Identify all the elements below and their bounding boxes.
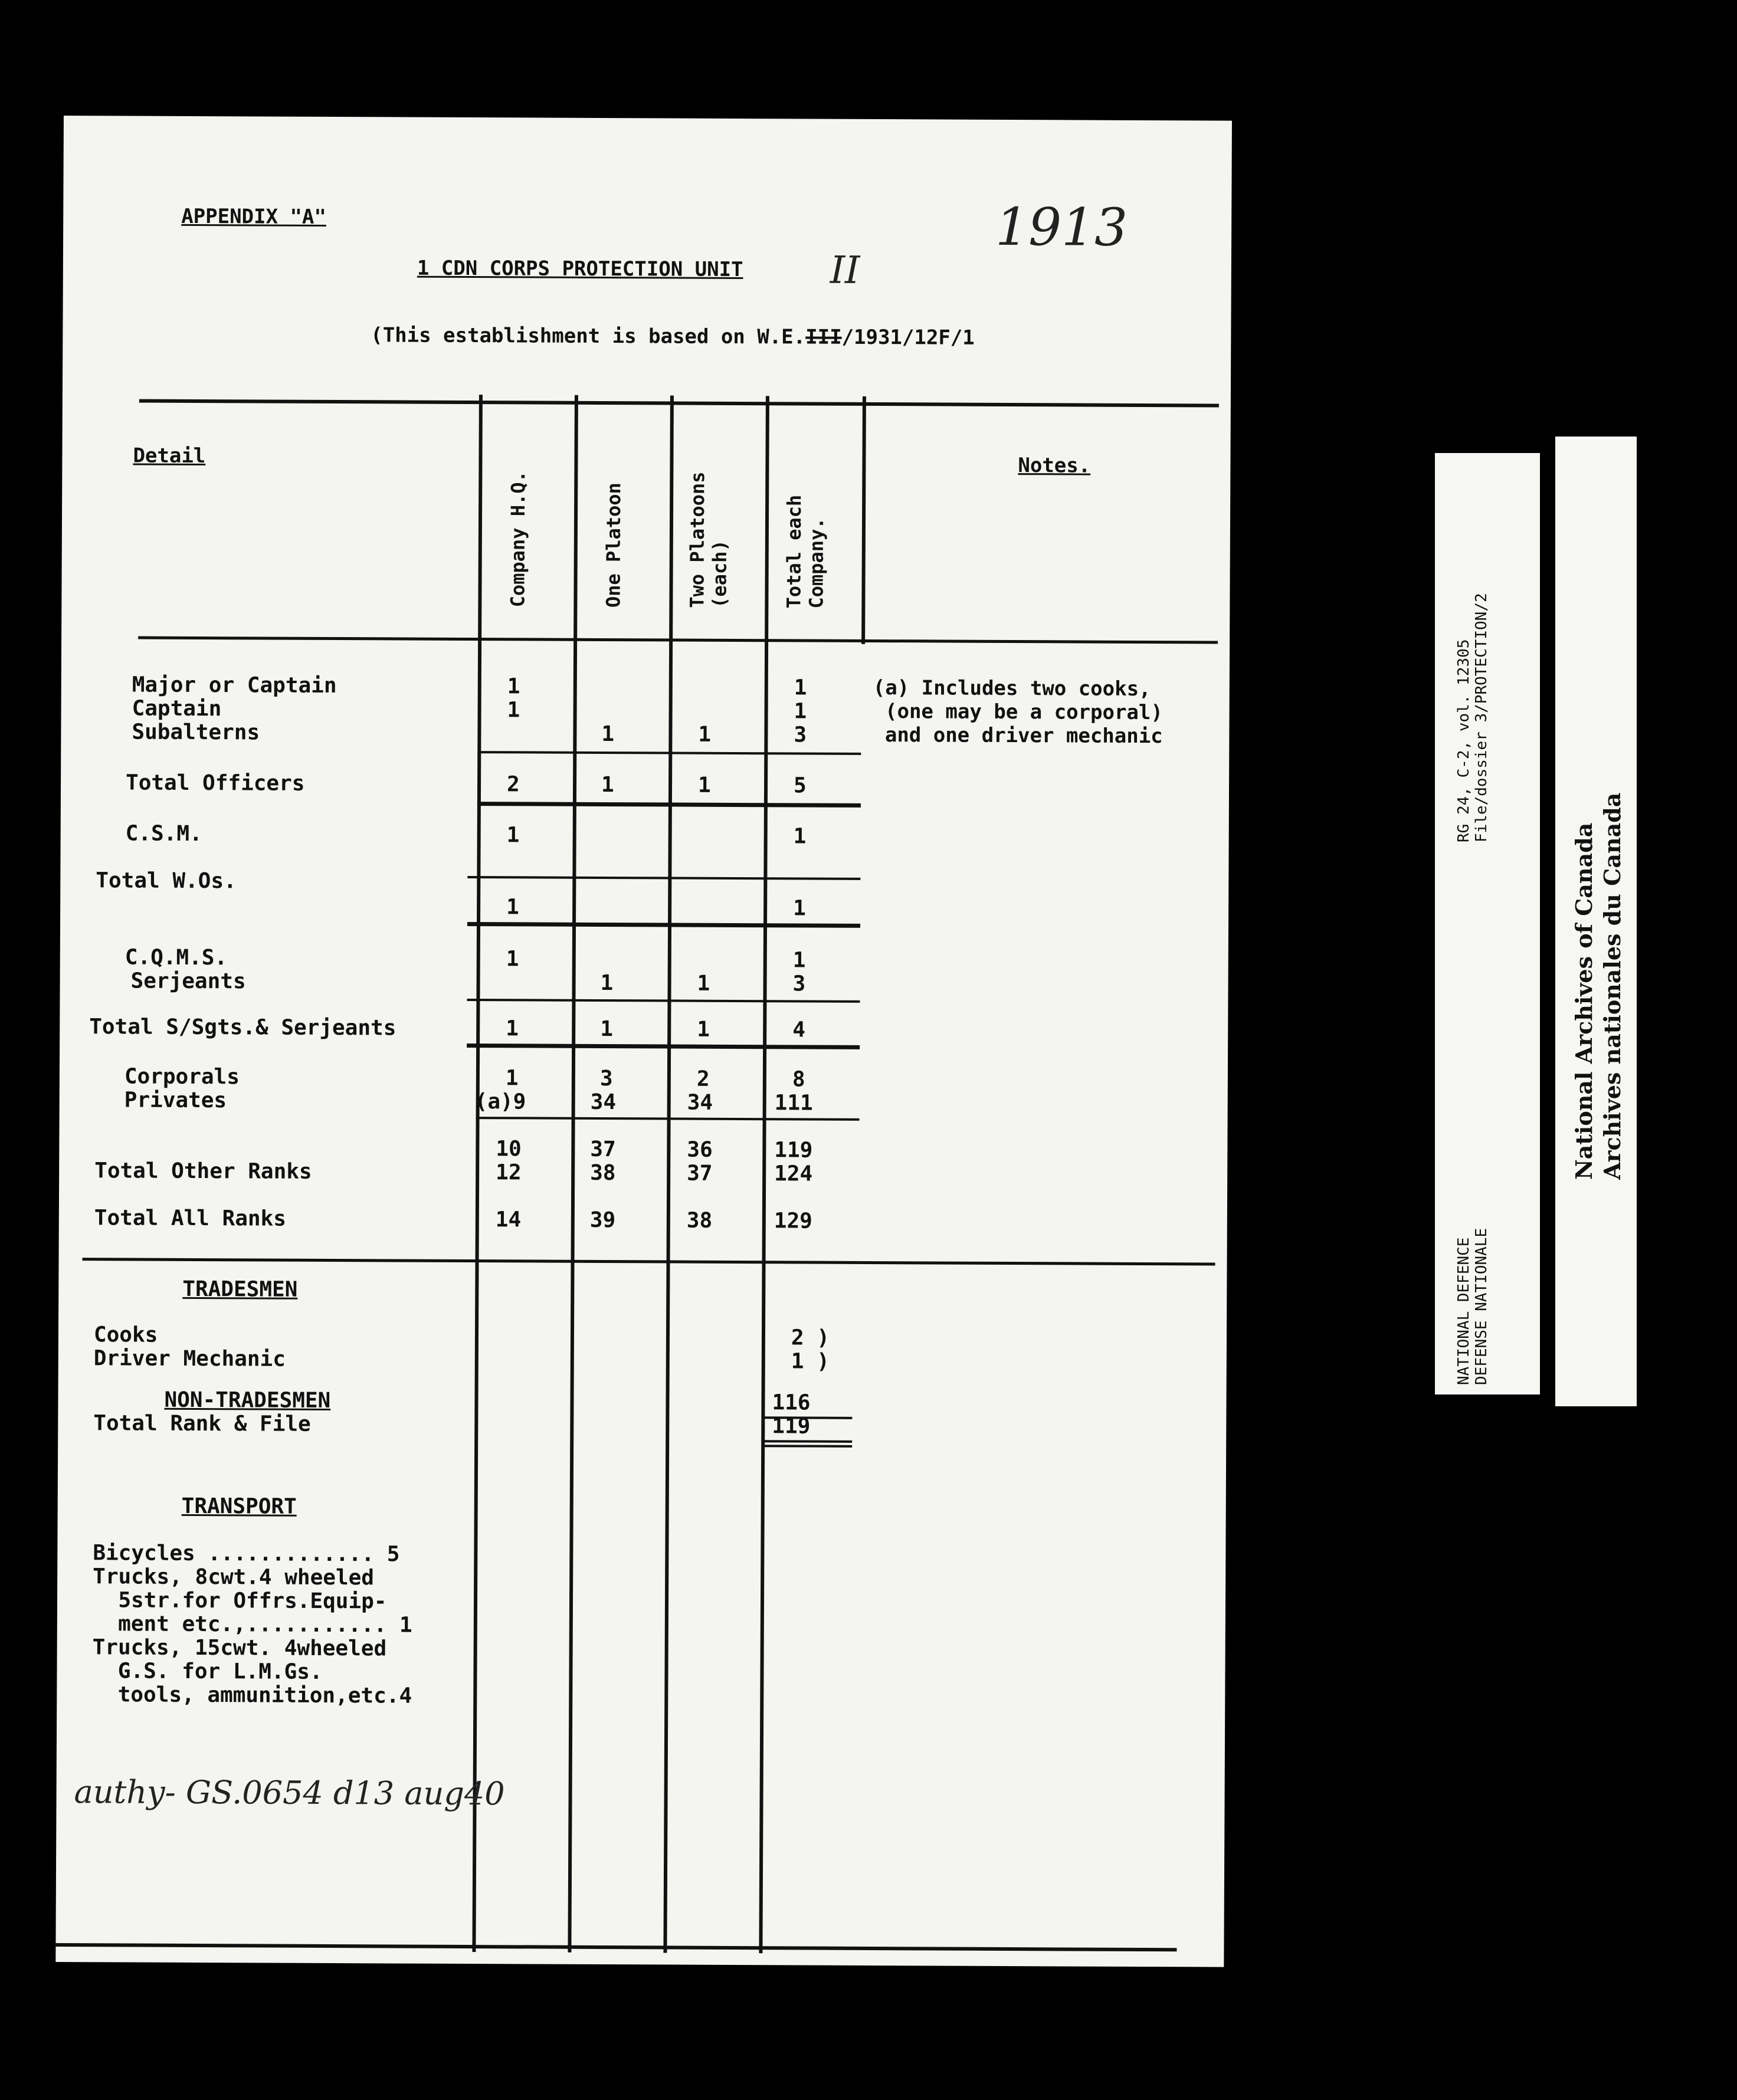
row-hq: 2 <box>506 772 520 797</box>
row-hq: 1 <box>506 947 519 972</box>
non-tradesmen-value: 116 <box>772 1390 811 1415</box>
row-total: 5 <box>793 773 807 798</box>
archive-reference-line: RG 24, C-2, vol. 12305 <box>1455 639 1473 842</box>
total-rule <box>467 1044 860 1049</box>
row-label: Captain <box>132 696 222 721</box>
row-total: 4 <box>792 1018 806 1042</box>
row-one: 39 <box>589 1208 616 1233</box>
row-label: Total W.Os. <box>96 868 237 894</box>
subtitle-part-b: /1931/12F/1 <box>841 325 975 350</box>
col-rule-3 <box>663 395 674 1953</box>
transport-line: Bicycles ............. 5 <box>93 1541 400 1567</box>
handwritten-correction: II <box>830 248 860 293</box>
row-two: 1 <box>698 722 712 747</box>
row-one: 1 <box>601 772 614 798</box>
row-label: Corporals <box>124 1064 240 1090</box>
row-hq: 1 <box>507 698 520 723</box>
archive-stamp <box>1555 437 1637 1406</box>
column-header-company-hq: Company H.Q. <box>506 471 530 608</box>
row-one: 3 <box>599 1066 613 1091</box>
row-two: 1 <box>697 971 710 996</box>
row-two: 38 <box>686 1208 713 1233</box>
transport-line: 5str.for Offrs.Equip- <box>92 1588 387 1614</box>
cooks-label: Cooks <box>93 1323 158 1347</box>
row-total: 3 <box>792 972 806 996</box>
row-total: 111 <box>774 1091 813 1115</box>
note-line: (a) Includes two cooks, <box>873 675 1151 701</box>
archive-reference-line: DEFENSE NATIONALE <box>1473 1228 1490 1385</box>
document-title: 1 CDN CORPS PROTECTION UNIT <box>417 256 743 282</box>
rank-file-double-rule <box>763 1445 852 1448</box>
row-total: 1 <box>794 675 807 700</box>
column-header-one-platoon: One Platoon <box>602 483 625 608</box>
row-label: Privates <box>124 1088 227 1113</box>
archive-stamp-line: National Archives of Canada <box>1571 822 1597 1180</box>
row-hq: 10 <box>496 1137 522 1161</box>
row-total: 3 <box>794 723 807 747</box>
total-rule <box>467 922 860 928</box>
row-two: 1 <box>697 1017 710 1042</box>
row-label: C.Q.M.S. <box>124 945 228 970</box>
note-line: (one may be a corporal) <box>873 699 1163 725</box>
row-label: C.S.M. <box>125 821 202 846</box>
row-hq: (a)9 <box>474 1090 526 1114</box>
appendix-heading: APPENDIX "A" <box>181 204 326 229</box>
row-two: 36 <box>687 1137 713 1162</box>
column-header-notes: Notes. <box>1018 454 1091 478</box>
row-label: Major or Captain <box>132 672 337 698</box>
row-total: 8 <box>792 1067 805 1092</box>
column-header-total-each: Total each Company. <box>782 494 828 609</box>
row-one: 38 <box>590 1160 616 1186</box>
handwritten-page-number: 1913 <box>995 196 1128 258</box>
row-label: Total All Ranks <box>94 1206 287 1231</box>
archive-stamp-line: Archives nationales du Canada <box>1599 792 1625 1180</box>
row-two: 2 <box>696 1067 710 1091</box>
col-rule-1 <box>472 395 483 1952</box>
row-one: 1 <box>600 970 614 996</box>
handwritten-authority-note: authy- GS.0654 d13 aug40 <box>74 1773 505 1813</box>
header-bottom-rule <box>138 636 1218 644</box>
row-label: Total Other Ranks <box>94 1159 312 1184</box>
row-hq: 12 <box>496 1160 522 1185</box>
row-hq: 14 <box>495 1208 522 1232</box>
non-tradesmen-heading: NON-TRADESMEN <box>164 1387 331 1413</box>
table-bottom-rule <box>55 1943 1176 1951</box>
row-total: 1 <box>793 896 806 921</box>
row-label: Subalterns <box>132 720 260 745</box>
subtitle-part-a: (This establishment is based on W.E. <box>371 323 806 349</box>
row-hq: 1 <box>506 895 519 920</box>
row-total: 1 <box>793 824 807 849</box>
archive-reference-label <box>1435 453 1540 1394</box>
subtotal-rule <box>467 999 860 1003</box>
archive-reference-line: File/dossier 3/PROTECTION/2 <box>1473 593 1490 842</box>
row-one: 1 <box>601 721 615 747</box>
transport-line: Trucks, 8cwt.4 wheeled <box>93 1564 375 1590</box>
row-two: 37 <box>687 1161 713 1186</box>
column-header-detail: Detail <box>133 444 206 468</box>
transport-line: tools, ammunition,etc.4 <box>92 1682 412 1708</box>
subtitle-struck: III <box>805 325 842 349</box>
document-page <box>55 116 1232 1967</box>
row-hq: 1 <box>506 1016 519 1041</box>
row-label: Serjeants <box>130 969 246 994</box>
col-rule-5 <box>861 396 866 644</box>
rank-file-label: Total Rank & File <box>93 1411 311 1436</box>
row-total: 119 <box>774 1138 813 1163</box>
tradesmen-heading: TRADESMEN <box>182 1277 298 1302</box>
archive-reference-line: NATIONAL DEFENCE <box>1455 1237 1473 1385</box>
row-one: 1 <box>600 1016 614 1042</box>
row-label: Total S/Sgts.& Serjeants <box>89 1015 396 1041</box>
col-rule-2 <box>568 395 578 1953</box>
rank-file-double-rule <box>763 1440 852 1443</box>
col-rule-4 <box>759 396 769 1953</box>
row-one: 37 <box>590 1137 616 1162</box>
transport-line: G.S. for L.M.Gs. <box>92 1659 323 1684</box>
row-two: 1 <box>697 773 711 798</box>
transport-heading: TRANSPORT <box>181 1494 297 1519</box>
transport-line: ment etc.,........... 1 <box>92 1612 412 1638</box>
column-header-two-platoons: Two Platoons (each) <box>686 471 731 608</box>
table-top-rule <box>139 399 1219 408</box>
row-total: 129 <box>774 1209 812 1233</box>
subtotal-rule <box>467 876 860 880</box>
row-one: 34 <box>590 1090 617 1115</box>
driver-mechanic-label: Driver Mechanic <box>93 1346 286 1371</box>
total-rule <box>477 802 861 808</box>
subtitle <box>322 300 975 373</box>
row-hq: 1 <box>505 1066 519 1091</box>
row-total: 1 <box>794 699 807 724</box>
row-total: 1 <box>792 948 806 973</box>
rank-file-value: 119 <box>772 1414 811 1439</box>
row-label: Total Officers <box>125 770 305 796</box>
note-line: and one driver mechanic <box>873 723 1163 749</box>
row-two: 34 <box>687 1090 713 1115</box>
row-hq: 1 <box>506 823 520 848</box>
cooks-value: 2 ) <box>791 1325 830 1350</box>
row-total: 124 <box>774 1161 813 1186</box>
transport-line: Trucks, 15cwt. 4wheeled <box>92 1635 387 1661</box>
totals-bottom-rule <box>83 1258 1215 1265</box>
driver-mechanic-value: 1 ) <box>791 1349 830 1374</box>
row-hq: 1 <box>507 674 520 699</box>
